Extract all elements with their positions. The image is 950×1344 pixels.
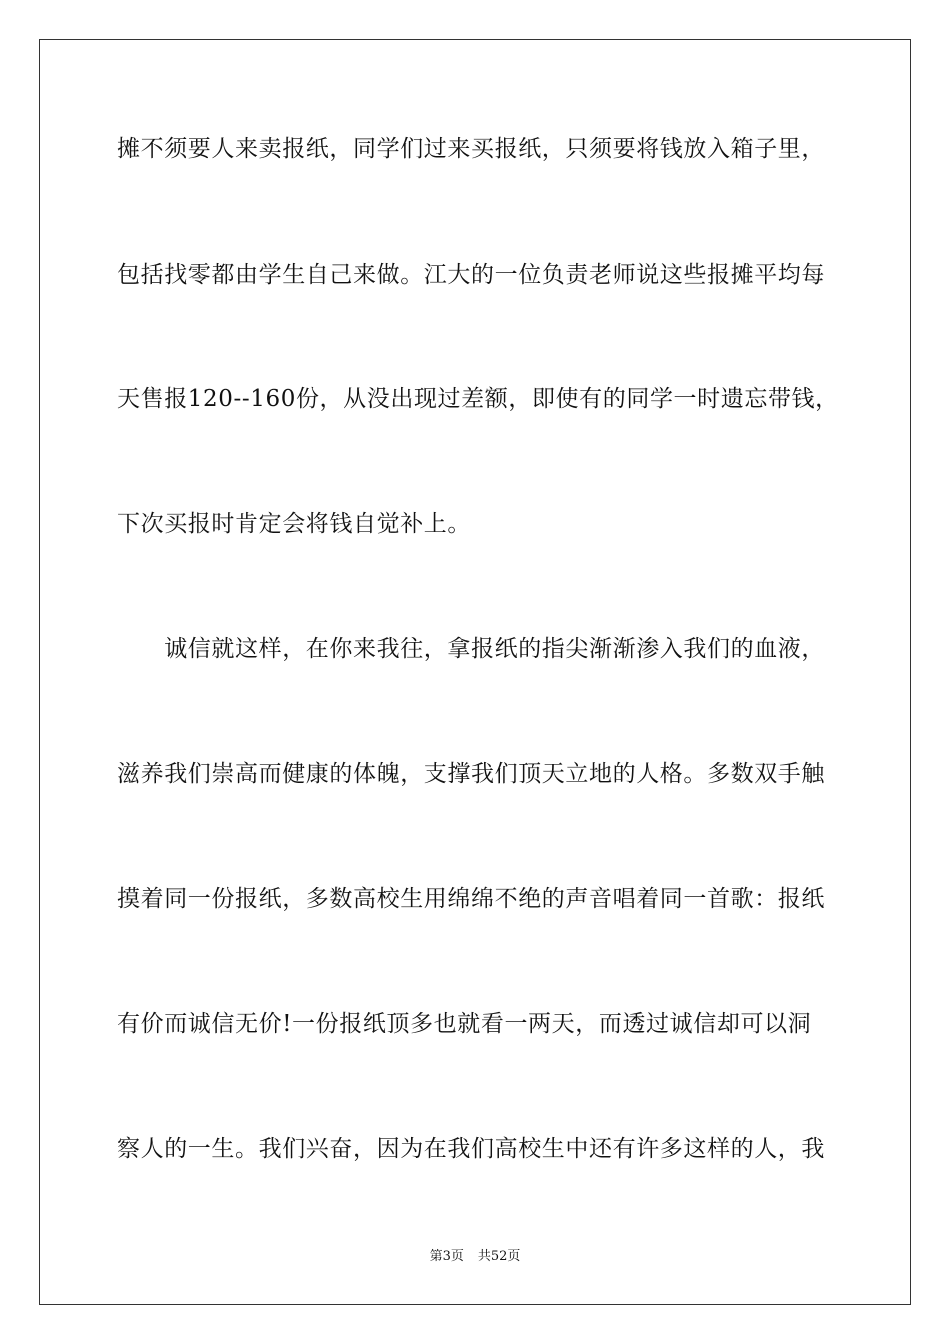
page-border (39, 39, 911, 1305)
text-line: 滋养我们崇高而健康的体魄，支撑我们顶天立地的人格。多数双手触 (117, 761, 825, 787)
page-footer (0, 1248, 950, 1266)
text-line: 摊不须要人来卖报纸，同学们过来买报纸，只须要将钱放入箱子里， (117, 136, 825, 162)
text-line: 察人的一生。我们兴奋，因为在我们高校生中还有许多这样的人，我 (117, 1136, 825, 1162)
text-line: 诚信就这样，在你来我往，拿报纸的指尖渐渐渗入我们的血液， (117, 636, 825, 662)
text-line: 有价而诚信无价!一份报纸顶多也就看一两天，而透过诚信却可以洞 (117, 1011, 812, 1037)
page-number: 第3页 (429, 1249, 464, 1264)
text-line: 包括找零都由学生自己来做。江大的一位负责老师说这些报摊平均每 (117, 262, 825, 288)
text-line: 摸着同一份报纸，多数高校生用绵绵不绝的声音唱着同一首歌：报纸 (117, 886, 825, 912)
text-line: 天售报120--160份，从没出现过差额，即使有的同学一时遗忘带钱， (117, 386, 839, 412)
page-total: 共52页 (477, 1249, 521, 1264)
text-line: 下次买报时肯定会将钱自觉补上。 (117, 511, 471, 537)
